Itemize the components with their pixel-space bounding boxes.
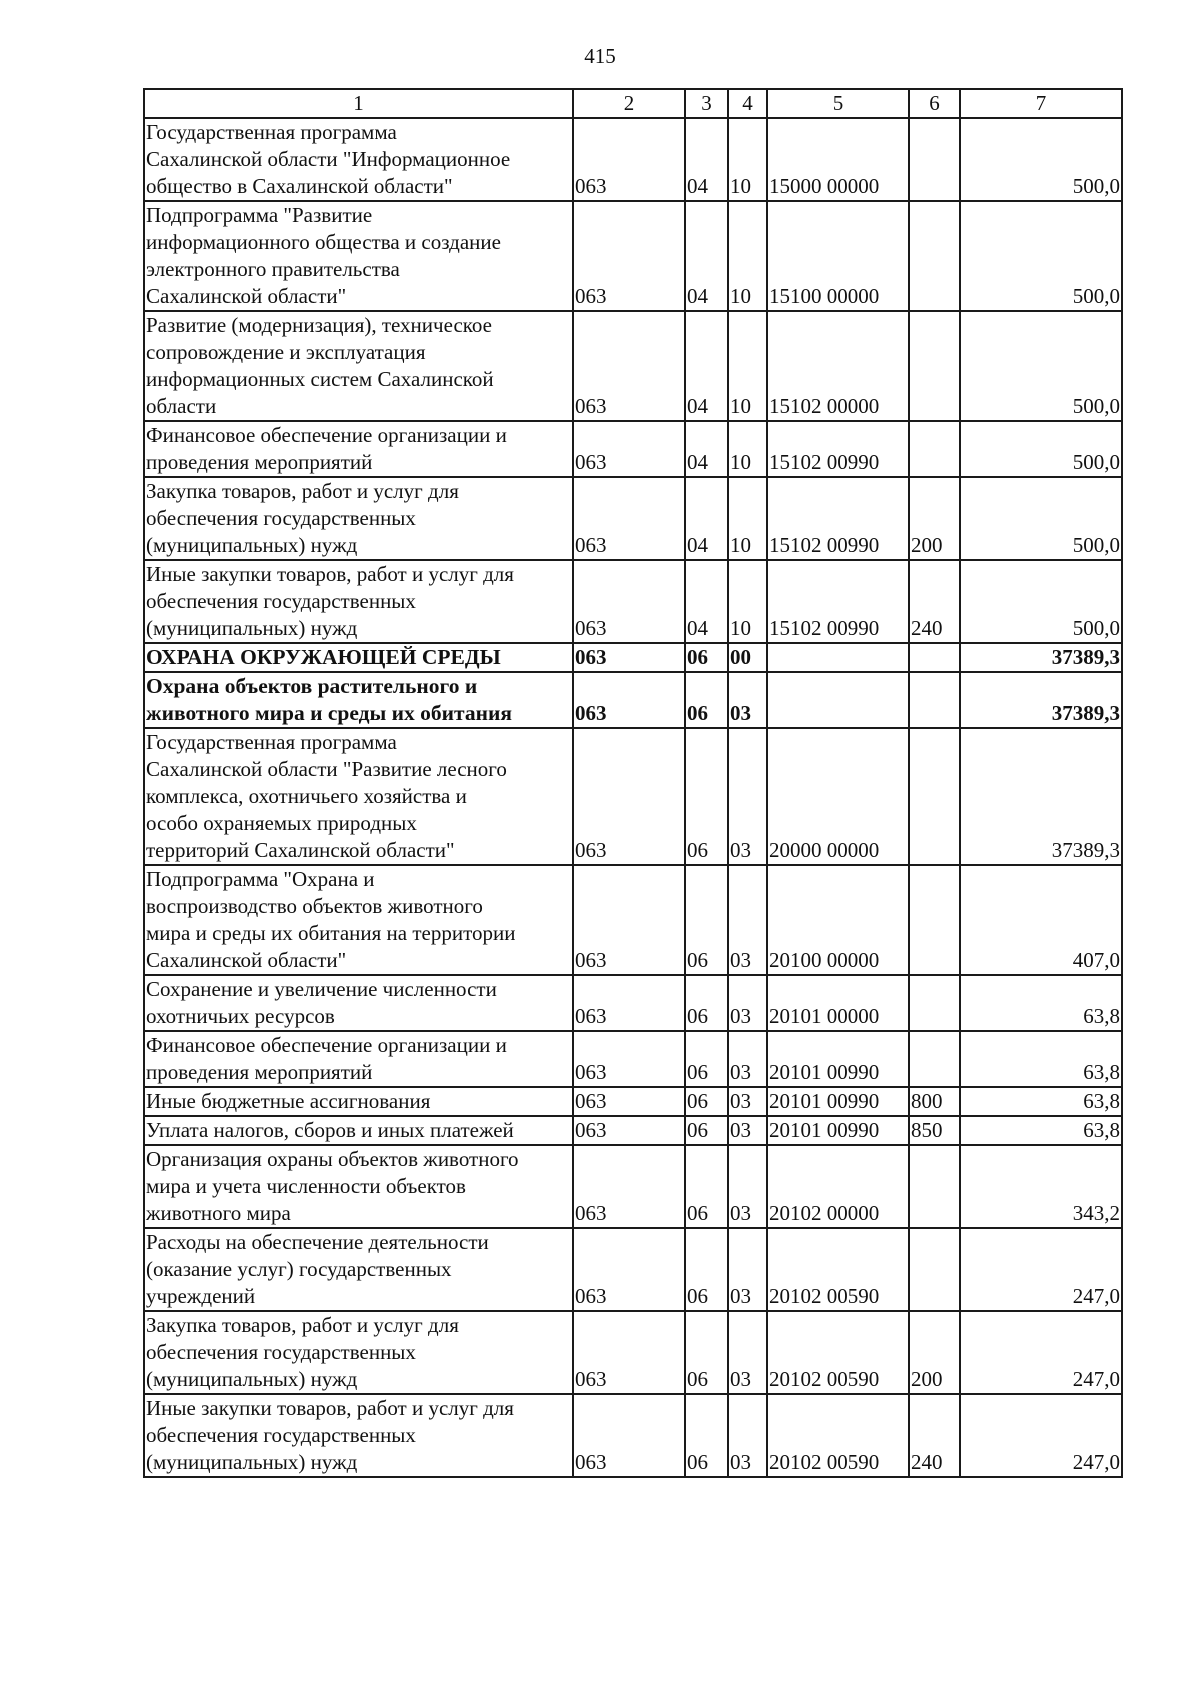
row-name-cell: Подпрограмма "Охрана и воспроизводство объектов животного мира и среды их обитания на территории Сахалинской области": [144, 865, 573, 975]
row-code-3-cell: 06: [685, 975, 728, 1031]
header-cell-7: 7: [960, 89, 1122, 118]
row-code-5-cell: 20102 00590: [767, 1311, 909, 1394]
row-amount-cell: 343,2: [960, 1145, 1122, 1228]
table-row: [144, 865, 1122, 975]
header-cell-1: 1: [144, 89, 573, 118]
row-code-5-cell: 20102 00590: [767, 1228, 909, 1311]
row-code-3-cell: 04: [685, 201, 728, 311]
row-code-4-cell: 10: [728, 118, 767, 201]
row-code-6-cell: [909, 643, 960, 672]
table-row: [144, 421, 1122, 477]
row-code-3-cell: 06: [685, 1311, 728, 1394]
row-code-5-cell: 20101 00990: [767, 1116, 909, 1145]
row-name-cell: Уплата налогов, сборов и иных платежей: [144, 1116, 573, 1145]
row-name-cell: Охрана объектов растительного и животного мира и среды их обитания: [144, 672, 573, 728]
row-code-4-cell: 10: [728, 421, 767, 477]
row-code-5-cell: 20101 00990: [767, 1087, 909, 1116]
row-code-2-cell: 063: [573, 643, 685, 672]
row-code-2-cell: 063: [573, 1394, 685, 1477]
row-code-5-cell: 15102 00990: [767, 421, 909, 477]
table-row: [144, 201, 1122, 311]
row-code-4-cell: 03: [728, 1311, 767, 1394]
row-code-5-cell: [767, 643, 909, 672]
row-code-2-cell: 063: [573, 1311, 685, 1394]
row-code-5-cell: 20102 00000: [767, 1145, 909, 1228]
row-code-3-cell: 06: [685, 1031, 728, 1087]
row-code-2-cell: 063: [573, 1031, 685, 1087]
table-row: [144, 118, 1122, 201]
row-amount-cell: 247,0: [960, 1394, 1122, 1477]
row-code-2-cell: 063: [573, 560, 685, 643]
row-code-6-cell: 240: [909, 560, 960, 643]
row-code-4-cell: 03: [728, 1228, 767, 1311]
row-code-4-cell: 03: [728, 1116, 767, 1145]
row-code-6-cell: [909, 421, 960, 477]
row-code-3-cell: 04: [685, 118, 728, 201]
row-code-2-cell: 063: [573, 865, 685, 975]
row-code-3-cell: 06: [685, 1145, 728, 1228]
row-code-5-cell: 20101 00000: [767, 975, 909, 1031]
row-name-cell: Финансовое обеспечение организации и проведения мероприятий: [144, 1031, 573, 1087]
row-amount-cell: 500,0: [960, 118, 1122, 201]
header-cell-2: 2: [573, 89, 685, 118]
row-code-2-cell: 063: [573, 421, 685, 477]
table-row: [144, 643, 1122, 672]
row-code-4-cell: 03: [728, 975, 767, 1031]
budget-table: [143, 88, 1123, 1478]
row-name-cell: Государственная программа Сахалинской области "Развитие лесного комплекса, охотничьего хозяйства и особо охраняемых природных территорий Сахалинской области": [144, 728, 573, 865]
header-cell-5: 5: [767, 89, 909, 118]
row-code-2-cell: 063: [573, 201, 685, 311]
row-code-6-cell: [909, 975, 960, 1031]
row-code-3-cell: 04: [685, 477, 728, 560]
row-code-4-cell: 03: [728, 1031, 767, 1087]
row-code-4-cell: 00: [728, 643, 767, 672]
row-code-4-cell: 03: [728, 1145, 767, 1228]
row-amount-cell: 247,0: [960, 1228, 1122, 1311]
row-code-2-cell: 063: [573, 1116, 685, 1145]
row-code-5-cell: 15102 00990: [767, 477, 909, 560]
row-code-5-cell: 20000 00000: [767, 728, 909, 865]
row-code-4-cell: 10: [728, 477, 767, 560]
header-cell-4: 4: [728, 89, 767, 118]
table-row: [144, 1311, 1122, 1394]
row-name-cell: Иные закупки товаров, работ и услуг для обеспечения государственных (муниципальных) нужд: [144, 1394, 573, 1477]
table-row: [144, 560, 1122, 643]
row-name-cell: Развитие (модернизация), техническое сопровождение и эксплуатация информационных систем Сахалинской области: [144, 311, 573, 421]
page-number: 415: [584, 44, 616, 68]
row-amount-cell: 500,0: [960, 311, 1122, 421]
row-code-6-cell: [909, 201, 960, 311]
table-row: [144, 1031, 1122, 1087]
row-amount-cell: 37389,3: [960, 643, 1122, 672]
row-name-cell: Организация охраны объектов животного мира и учета численности объектов животного мира: [144, 1145, 573, 1228]
row-code-4-cell: 10: [728, 201, 767, 311]
row-name-cell: Закупка товаров, работ и услуг для обеспечения государственных (муниципальных) нужд: [144, 477, 573, 560]
row-code-3-cell: 04: [685, 421, 728, 477]
row-amount-cell: 37389,3: [960, 728, 1122, 865]
row-name-cell: Финансовое обеспечение организации и проведения мероприятий: [144, 421, 573, 477]
row-code-6-cell: [909, 311, 960, 421]
row-amount-cell: 63,8: [960, 1031, 1122, 1087]
row-code-6-cell: [909, 1228, 960, 1311]
row-code-2-cell: 063: [573, 118, 685, 201]
table-row: [144, 1145, 1122, 1228]
row-amount-cell: 63,8: [960, 975, 1122, 1031]
row-code-3-cell: 06: [685, 865, 728, 975]
row-code-6-cell: [909, 865, 960, 975]
row-code-3-cell: 06: [685, 1394, 728, 1477]
row-name-cell: Расходы на обеспечение деятельности (оказание услуг) государственных учреждений: [144, 1228, 573, 1311]
row-code-3-cell: 06: [685, 672, 728, 728]
row-code-5-cell: 20101 00990: [767, 1031, 909, 1087]
row-code-2-cell: 063: [573, 672, 685, 728]
row-amount-cell: 37389,3: [960, 672, 1122, 728]
table-row: [144, 1228, 1122, 1311]
header-cell-3: 3: [685, 89, 728, 118]
row-code-6-cell: 240: [909, 1394, 960, 1477]
row-name-cell: Государственная программа Сахалинской области "Информационное общество в Сахалинской области": [144, 118, 573, 201]
row-code-2-cell: 063: [573, 975, 685, 1031]
row-amount-cell: 63,8: [960, 1116, 1122, 1145]
row-code-6-cell: [909, 672, 960, 728]
row-code-6-cell: 800: [909, 1087, 960, 1116]
row-name-cell: Иные закупки товаров, работ и услуг для обеспечения государственных (муниципальных) нужд: [144, 560, 573, 643]
table-row: [144, 672, 1122, 728]
table-row: [144, 975, 1122, 1031]
row-code-4-cell: 03: [728, 1087, 767, 1116]
row-name-cell: Иные бюджетные ассигнования: [144, 1087, 573, 1116]
row-code-5-cell: 20102 00590: [767, 1394, 909, 1477]
row-code-5-cell: [767, 672, 909, 728]
table-header-row: [144, 89, 1122, 118]
table-row: [144, 728, 1122, 865]
row-code-4-cell: 03: [728, 728, 767, 865]
row-code-3-cell: 04: [685, 311, 728, 421]
table-row: [144, 311, 1122, 421]
row-amount-cell: 247,0: [960, 1311, 1122, 1394]
row-name-cell: Закупка товаров, работ и услуг для обеспечения государственных (муниципальных) нужд: [144, 1311, 573, 1394]
row-code-6-cell: [909, 728, 960, 865]
row-name-cell: Сохранение и увеличение численности охотничьих ресурсов: [144, 975, 573, 1031]
row-code-3-cell: 06: [685, 1087, 728, 1116]
row-amount-cell: 500,0: [960, 201, 1122, 311]
row-code-2-cell: 063: [573, 311, 685, 421]
row-code-5-cell: 15102 00990: [767, 560, 909, 643]
row-code-2-cell: 063: [573, 1145, 685, 1228]
row-amount-cell: 63,8: [960, 1087, 1122, 1116]
row-code-3-cell: 06: [685, 1228, 728, 1311]
row-code-6-cell: [909, 118, 960, 201]
table-row: [144, 477, 1122, 560]
row-code-5-cell: 15000 00000: [767, 118, 909, 201]
row-code-2-cell: 063: [573, 728, 685, 865]
row-code-6-cell: 850: [909, 1116, 960, 1145]
row-code-5-cell: 15100 00000: [767, 201, 909, 311]
row-code-6-cell: [909, 1145, 960, 1228]
row-name-cell: ОХРАНА ОКРУЖАЮЩЕЙ СРЕДЫ: [144, 643, 573, 672]
row-code-4-cell: 10: [728, 560, 767, 643]
table-row: [144, 1116, 1122, 1145]
header-cell-6: 6: [909, 89, 960, 118]
row-code-2-cell: 063: [573, 1228, 685, 1311]
row-code-2-cell: 063: [573, 477, 685, 560]
table-row: [144, 1394, 1122, 1477]
row-code-2-cell: 063: [573, 1087, 685, 1116]
row-code-4-cell: 03: [728, 1394, 767, 1477]
row-name-cell: Подпрограмма "Развитие информационного общества и создание электронного правительства Сахалинской области": [144, 201, 573, 311]
row-code-3-cell: 06: [685, 643, 728, 672]
row-code-6-cell: 200: [909, 477, 960, 560]
row-amount-cell: 500,0: [960, 477, 1122, 560]
row-amount-cell: 500,0: [960, 421, 1122, 477]
row-amount-cell: 500,0: [960, 560, 1122, 643]
row-code-4-cell: 10: [728, 311, 767, 421]
row-code-6-cell: [909, 1031, 960, 1087]
row-code-3-cell: 04: [685, 560, 728, 643]
row-code-3-cell: 06: [685, 728, 728, 865]
row-code-5-cell: 15102 00000: [767, 311, 909, 421]
table-row: [144, 1087, 1122, 1116]
row-code-6-cell: 200: [909, 1311, 960, 1394]
row-code-3-cell: 06: [685, 1116, 728, 1145]
row-code-5-cell: 20100 00000: [767, 865, 909, 975]
row-code-4-cell: 03: [728, 865, 767, 975]
row-code-4-cell: 03: [728, 672, 767, 728]
row-amount-cell: 407,0: [960, 865, 1122, 975]
